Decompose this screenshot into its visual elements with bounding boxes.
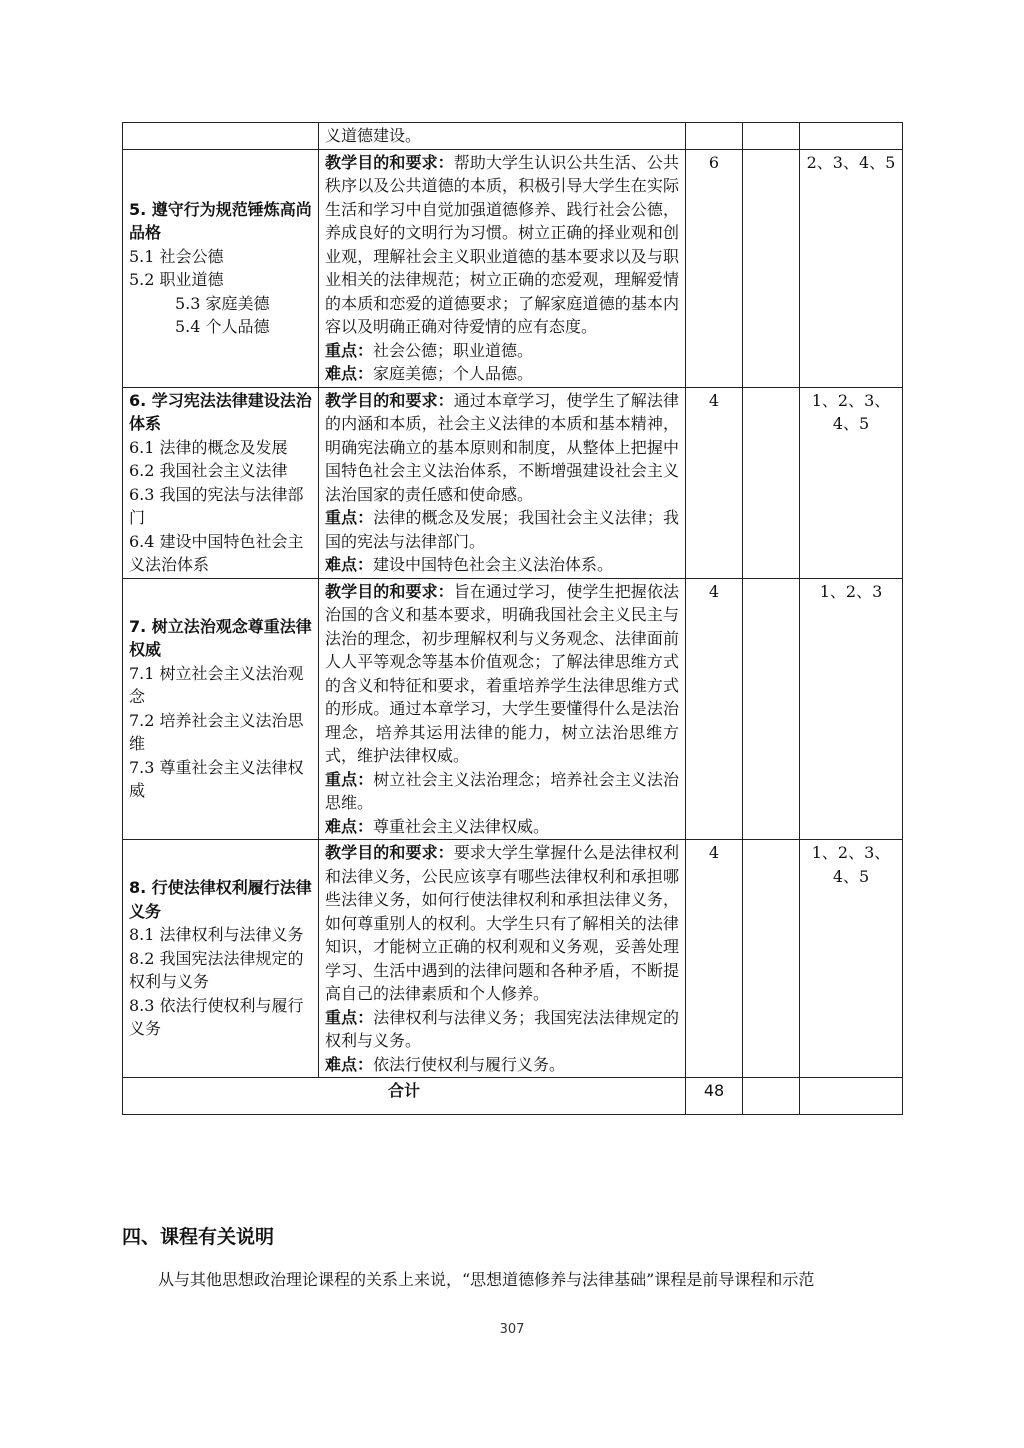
sub-item: 5.1 社会公德 <box>129 246 224 266</box>
key-text: 法律的概念及发展；我国社会主义法律；我国的宪法与法律部门。 <box>325 508 679 551</box>
goal-label: 教学目的和要求： <box>325 843 454 862</box>
topic-cell <box>123 149 319 387</box>
continuation-text: 义道德建设。 <box>325 126 422 145</box>
goal-text: 旨在通过学习，使学生把握依法治国的含义和基本要求，明确我国社会主义民主与法治的理念，初步理解权利与义务观念、法律面前人人平等观念等基本价值观念；了解法律思维方式的含义和特征和要求，着重培养学生法律思维方式的形成。通过本章学习，大学生要懂得什么是法治理念，培养其运用法律的能力，树立法治思维方式，维护法律权威。 <box>325 581 679 765</box>
syllabus-table <box>122 122 903 1115</box>
goal-paragraph <box>325 580 679 768</box>
difficulty-label: 难点： <box>325 816 374 836</box>
content-cell <box>319 578 686 840</box>
content-cell <box>319 123 686 150</box>
topic-cell <box>123 123 319 150</box>
sub-item: 7.3 尊重社会主义法律权威 <box>129 757 304 801</box>
goal-text: 通过本章学习，使学生了解法律的内涵和本质，社会主义法律的本质和基本精神，明确宪法确立的基本原则和制度，从整体上把握中国特色社会主义法治体系，不断增强建设社会主义法治国家的责任感和使命感。 <box>325 390 679 504</box>
sub-item: 6.1 法律的概念及发展 <box>129 437 288 457</box>
key-points <box>325 768 679 815</box>
difficulty-points <box>325 815 679 839</box>
blank-cell <box>743 123 800 150</box>
goal-paragraph <box>325 151 679 339</box>
key-text: 树立社会主义法治理念；培养社会主义法治思维。 <box>325 769 679 812</box>
difficulty-points <box>325 553 679 577</box>
goal-label: 教学目的和要求： <box>325 390 454 410</box>
sub-item: 5.3 家庭美德 <box>175 293 270 313</box>
key-text: 法律权利与法律义务；我国宪法法律规定的权利与义务。 <box>325 1007 679 1050</box>
sub-item: 6.4 建设中国特色社会主义法治体系 <box>129 531 304 574</box>
goal-text: 要求大学生掌握什么是法律权利和法律义务，公民应该享有哪些法律权利和承担哪些法律义务，如何行使法律权利和承担法律义务，如何尊重别人的权利。大学生只有了解相关的法律知识，才能树立正确的权利观和义务观，妥善处理学习、生活中遇到的法律问题和各种矛盾，不断提高自己的法律素质和个人修养。 <box>325 843 679 1003</box>
goals-cell: 1、2、3、4、5 <box>800 387 903 578</box>
blank-cell <box>800 1078 903 1115</box>
blank-cell <box>743 387 800 578</box>
topic-cell <box>123 840 319 1078</box>
goals-cell: 2、3、4、5 <box>800 149 903 387</box>
sub-item: 5.4 个人品德 <box>175 317 270 336</box>
table-row <box>123 387 903 578</box>
topic-cell <box>123 387 319 578</box>
topic-title: 6. 学习宪法法律建设法治体系 <box>129 390 312 433</box>
key-text: 社会公德；职业道德。 <box>373 340 534 360</box>
content-cell <box>319 149 686 387</box>
hours-cell <box>686 123 743 150</box>
total-row <box>123 1078 903 1115</box>
difficulty-points <box>325 1053 679 1077</box>
sub-item: 6.2 我国社会主义法律 <box>129 461 288 480</box>
goals-cell: 1、2、3 <box>800 578 903 840</box>
body-paragraph: 从与其他思想政治理论课程的关系上来说，“思想道德修养与法律基础”课程是前导课程和示范 <box>158 1270 815 1289</box>
blank-cell <box>743 578 800 840</box>
content-cell <box>319 387 686 578</box>
hours-cell: 4 <box>686 840 743 1078</box>
sub-item: 6.3 我国的宪法与法律部门 <box>129 484 304 527</box>
blank-cell <box>743 1078 800 1115</box>
goal-paragraph <box>325 389 679 507</box>
table-row <box>123 149 903 387</box>
key-points <box>325 339 679 363</box>
goal-label: 教学目的和要求： <box>325 581 454 601</box>
hours-cell: 4 <box>686 578 743 840</box>
topic-title: 8. 行使法律权利履行法律义务 <box>129 878 312 921</box>
hours-cell: 4 <box>686 387 743 578</box>
difficulty-label: 难点： <box>325 1054 374 1074</box>
key-label: 重点： <box>325 340 374 360</box>
content-cell <box>319 840 686 1078</box>
blank-cell <box>743 149 800 387</box>
difficulty-points <box>325 362 679 386</box>
total-label: 合计 <box>123 1078 686 1115</box>
goals-cell: 1、2、3、4、5 <box>800 840 903 1078</box>
goal-label: 教学目的和要求： <box>325 152 454 172</box>
difficulty-text: 家庭美德；个人品德。 <box>373 364 534 383</box>
key-label: 重点： <box>325 769 374 789</box>
page-number: 307 <box>499 1322 525 1337</box>
difficulty-label: 难点： <box>325 364 374 383</box>
sub-item: 7.2 培养社会主义法治思维 <box>129 710 304 754</box>
goal-paragraph <box>325 841 679 1006</box>
difficulty-text: 建设中国特色社会主义法治体系。 <box>373 555 614 574</box>
difficulty-text: 依法行使权利与履行义务。 <box>373 1054 566 1074</box>
sub-item: 8.3 依法行使权利与履行义务 <box>129 995 304 1039</box>
key-label: 重点： <box>325 508 374 527</box>
section-heading: 四、课程有关说明 <box>122 1226 275 1248</box>
table-row <box>123 578 903 840</box>
sub-item: 5.2 职业道德 <box>129 270 224 289</box>
blank-cell <box>743 840 800 1078</box>
key-points <box>325 506 679 553</box>
topic-title: 7. 树立法治观念尊重法律权威 <box>129 616 312 660</box>
table-row-continuation <box>123 123 903 150</box>
sub-item: 8.1 法律权利与法律义务 <box>129 925 304 945</box>
topic-title: 5. 遵守行为规范锤炼高尚品格 <box>129 199 312 242</box>
topic-cell <box>123 578 319 840</box>
goal-text: 帮助大学生认识公共生活、公共秩序以及公共道德的本质，积极引导大学生在实际生活和学习中自觉加强道德修养、践行社会公德，养成良好的文明行为习惯。树立正确的择业观和创业观，理解社会主义职业道德的基本要求以及与职业相关的法律规范；树立正确的恋爱观，理解爱情的本质和恋爱的道德要求；了解家庭道德的基本内容以及明确正确对待爱情的应有态度。 <box>325 152 679 336</box>
table-row <box>123 840 903 1078</box>
sub-item: 8.2 我国宪法法律规定的权利与义务 <box>129 948 304 992</box>
goals-cell <box>800 123 903 150</box>
total-hours: 48 <box>686 1078 743 1115</box>
difficulty-label: 难点： <box>325 555 374 574</box>
difficulty-text: 尊重社会主义法律权威。 <box>373 816 550 836</box>
key-label: 重点： <box>325 1007 374 1027</box>
key-points <box>325 1006 679 1053</box>
sub-item: 7.1 树立社会主义法治观念 <box>129 663 304 707</box>
hours-cell: 6 <box>686 149 743 387</box>
